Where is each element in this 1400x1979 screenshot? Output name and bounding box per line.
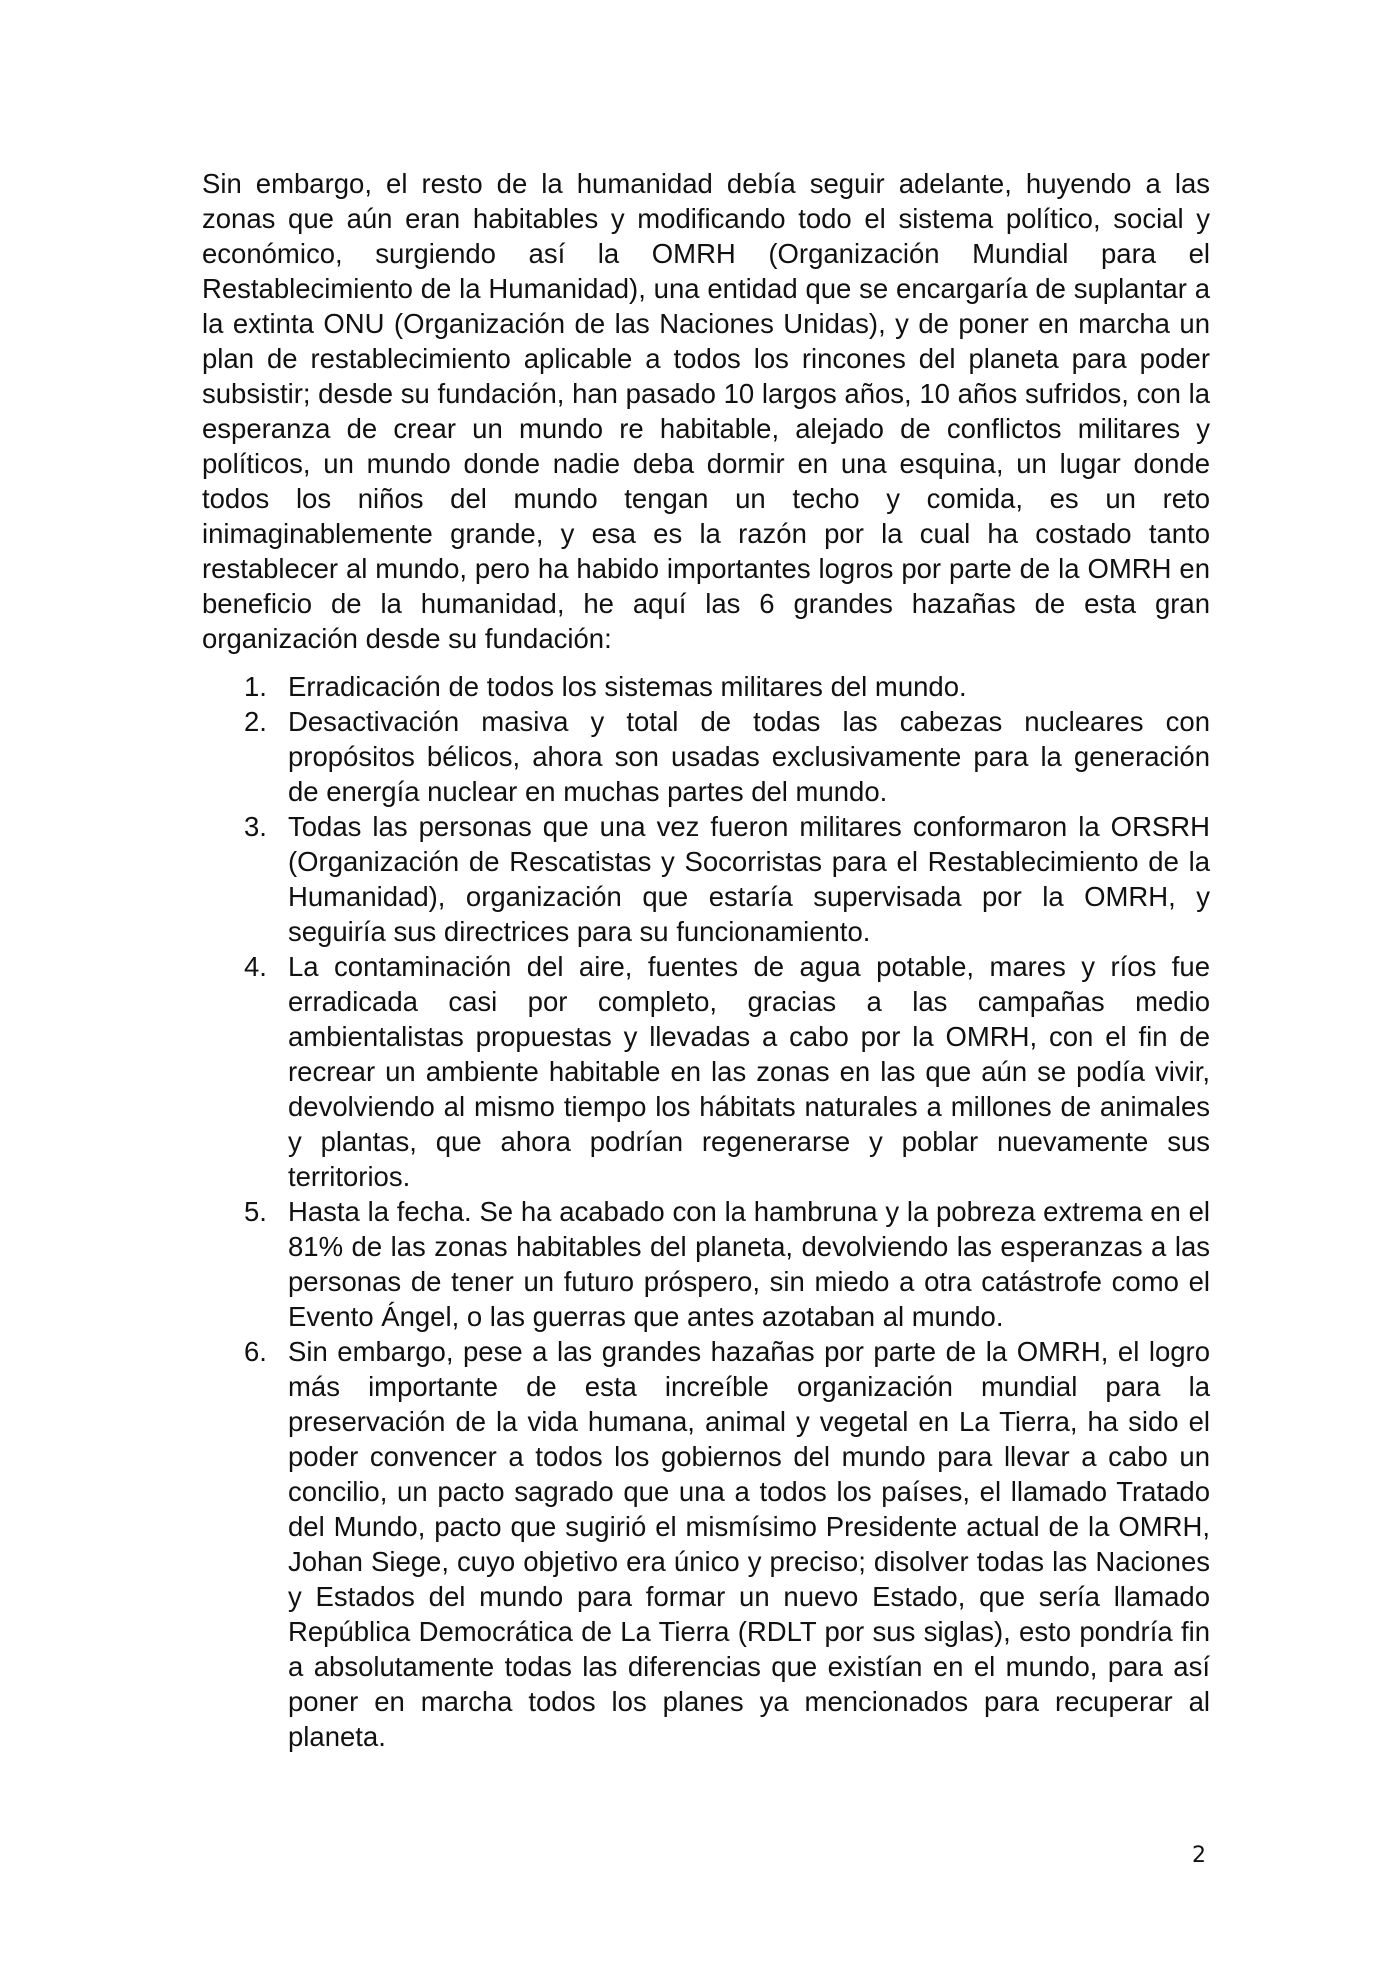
list-item [202, 669, 1210, 704]
list-item-number: 5. [244, 1196, 267, 1227]
list-item-text: Hasta la fecha. Se ha acabado con la hambruna y la pobreza extrema en el 81% de las zonas habitables del planeta, devolviendo las esperanzas a las personas de tener un futuro próspero, sin miedo a otra catástrofe como el Evento Ángel, o las guerras que antes azotaban al mundo. [288, 1196, 1210, 1332]
page-number: 2 [1192, 1843, 1206, 1868]
list-item [202, 1334, 1210, 1754]
list-item-text: La contaminación del aire, fuentes de agua potable, mares y ríos fue erradicada casi por completo, gracias a las campañas medio ambientalistas propuestas y llevadas a cabo por la OMRH, con el fin de recrear un ambiente habitable en las zonas en las que aún se podía vivir, devolviendo al mismo tiempo los hábitats naturales a millones de animales y plantas, que ahora podrían regenerarse y poblar nuevamente sus territorios. [288, 951, 1210, 1192]
list-item [202, 949, 1210, 1194]
list-item-text: Sin embargo, pese a las grandes hazañas por parte de la OMRH, el logro más importante de esta increíble organización mundial para la preservación de la vida humana, animal y vegetal en La Tierra, ha sido el poder convencer a todos los gobiernos del mundo para llevar a cabo un concilio, un pacto sagrado que una a todos los países, el llamado Tratado del Mundo, pacto que sugirió el mismísimo Presidente actual de la OMRH, Johan Siege, cuyo objetivo era único y preciso; disolver todas las Naciones y Estados del mundo para formar un nuevo Estado, que sería llamado República Democrática de La Tierra (RDLT por sus siglas), esto pondría fin a absolutamente todas las diferencias que existían en el mundo, para así poner en marcha todos los planes ya mencionados para recuperar al planeta. [288, 1336, 1210, 1752]
list-item [202, 809, 1210, 949]
list-item-number: 1. [244, 671, 267, 702]
list-item [202, 1194, 1210, 1334]
list-item-number: 6. [244, 1336, 267, 1367]
list-item-number: 3. [244, 811, 267, 842]
list-item [202, 704, 1210, 809]
list-item-text: Todas las personas que una vez fueron militares conformaron la ORSRH (Organización de Rescatistas y Socorristas para el Restablecimiento de la Humanidad), organización que estaría supervisada por la OMRH, y seguiría sus directrices para su funcionamiento. [288, 811, 1210, 947]
achievements-list [202, 669, 1210, 1754]
list-item-text: Erradicación de todos los sistemas militares del mundo. [288, 671, 967, 702]
intro-paragraph: Sin embargo, el resto de la humanidad debía seguir adelante, huyendo a las zonas que aún eran habitables y modificando todo el sistema político, social y económico, surgiendo así la OMRH (Organización Mundial para el Restablecimiento de la Humanidad), una entidad que se encargaría de suplantar a la extinta ONU (Organización de las Naciones Unidas), y de poner en marcha un plan de restablecimiento aplicable a todos los rincones del planeta para poder subsistir; desde su fundación, han pasado 10 largos años, 10 años sufridos, con la esperanza de crear un mundo re habitable, alejado de conflictos militares y políticos, un mundo donde nadie deba dormir en una esquina, un lugar donde todos los niños del mundo tengan un techo y comida, es un reto inimaginablemente grande, y esa es la razón por la cual ha costado tanto restablecer al mundo, pero ha habido importantes logros por parte de la OMRH en beneficio de la humanidad, he aquí las 6 grandes hazañas de esta gran organización desde su fundación: [202, 168, 1210, 654]
page-content [202, 166, 1210, 1754]
list-item-text: Desactivación masiva y total de todas las cabezas nucleares con propósitos bélicos, ahora son usadas exclusivamente para la generación de energía nuclear en muchas partes del mundo. [288, 706, 1210, 807]
list-item-number: 4. [244, 951, 267, 982]
list-item-number: 2. [244, 706, 267, 737]
